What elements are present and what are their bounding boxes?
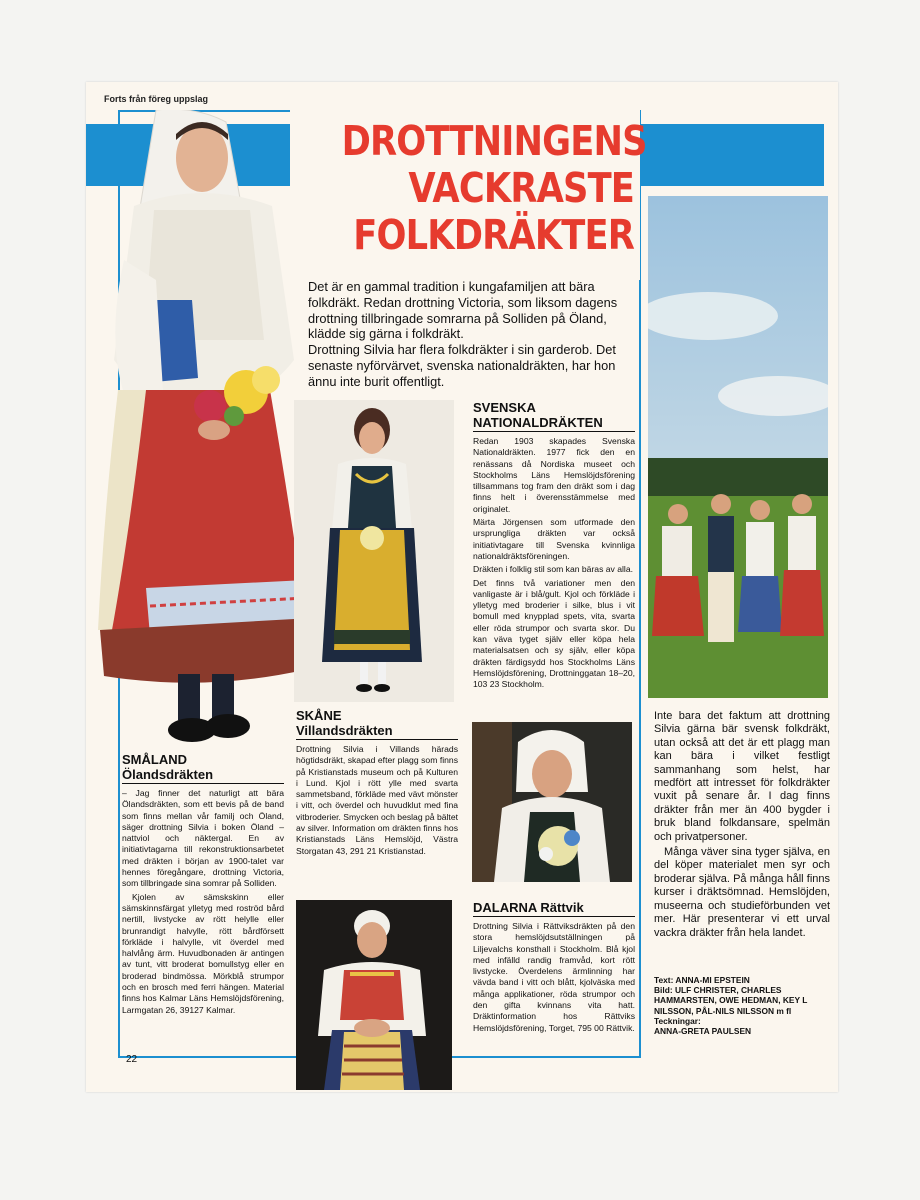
right-column-paragraph: Många väver sina tyger själva, en del köper materialet men syr och broderar själva. På många håll finns kurser i dräktsömnad. Hemslöjden, museerna och studieförbunden vet mer. Här presenterar vi ett urval vackra dräkter från hela landet. [654,846,830,939]
credit-text-label: Text: [654,975,674,985]
photo-folk-dancers [648,196,828,698]
photo-nationaldrakt [294,400,454,702]
section-skane-heading [296,708,458,740]
svenska-paragraph: Redan 1903 skapades Svenska Nationaldräkten. 1977 fick den en renässans då Nordiska museet och Stockholms Läns Hemslöjdsförening tillsammans tog fram den dräkt som i dag finns helt i överensstämmelse med originalet. [473,436,635,514]
section-skane-heading-1: SKÅNE [296,708,342,723]
section-skane-body: Drottning Silvia i Villands härads högtidsdräkt, skapad efter plagg som finns på Kristianstads museum och på Kulturen i Lund. Kjol i rött ylle med svarta sammetsband, förkläde med vävt mönster i vitt, och överdel och huvudklut med fina vitbroderier. Smycken och beslag på bältet av silver. Information om dräkten finns hos Kristianstads Läns Hemslöjd, Västra Storgatan 43, 291 21 Kristianstad. [296,744,458,856]
credit-text-row [654,975,832,985]
svenska-paragraph: Märta Jörgensen som utformade den ursprungliga dräkten var också initiativtagare till Svenska kvinnliga nationaldräktsföreningen. [473,517,635,561]
smaland-paragraph: Kjolen av sämskskinn eller sämskinnsfärgat ylletyg med roströd bård nertill, livstycke av rött helylle eller brunrandigt halvylle, rött bårdförsett förkläde i halvylle, vit överdel med halvlång ärm. Huvudbonaden är antingen av tunt, vitt broderat bomullstyg eller en broderad bindmössa. Mörkblå strumpor och en brosch med ferri hängen. Material finns hos Kalmar Läns Hemslöjdsförening, Larmgatan 26, 39127 Kalmar. [122,891,284,1015]
section-dalarna-heading: DALARNA Rättvik [473,900,635,917]
credit-bild-row [654,985,832,1016]
section-smaland-body [122,788,284,1016]
section-svenska-heading-1: SVENSKA [473,400,536,415]
continued-label: Forts från föreg uppslag [104,94,209,104]
section-smaland [122,752,284,1018]
svenska-paragraph: Det finns två variationer men den vanligaste är i blå/gult. Kjol och förkläde i ylletyg med broderier i silke, blus i vit bomull med knypplad spets, vita, svarta eller röda strumpor och svarta skor. Du kan väva tyget själv eller köpa hela materialsatsen och sy själv, eller köpa dräkten färdigsydd hos Stockholms Läns Hemslöjdsförening, Drottninggatan 18–20, 103 23 Stockholm. [473,577,635,690]
right-column-paragraph: Inte bara det faktum att drottning Silvia gärna bär svensk folkdräkt, utan också att det är ett plagg man kan bära i vilket festligt sammanhang som helst, har medfört att intresset för folkdräkter vuxit på senare år. I dag finns dräkter från mer än 400 bygder i bruk bland folkdansare, spelmän och privatpersoner. [654,710,830,843]
photo-queen-rattviksdrakt [296,900,452,1090]
page-number: 22 [126,1054,138,1065]
svenska-paragraph: Dräkten i folklig stil som kan bäras av alla. [473,564,634,575]
section-dalarna [473,900,635,1034]
headline-line-3: FOLKDRÄKTER [353,211,634,259]
section-smaland-heading [122,752,284,784]
credits [654,975,832,1036]
section-smaland-heading-1: SMÅLAND [122,752,187,767]
magazine-page [86,82,838,1092]
credit-teck-label: Teckningar: [654,1015,701,1026]
section-svenska [473,400,635,693]
credit-bild-label: Bild: [654,985,673,996]
intro-paragraph: Det är en gammal tradition i kungafamiljen att bära folkdräkt. Redan drottning Victoria, som liksom dagens drottning tillbringade somrarna på Solliden på Öland, klädde sig gärna i folkdräkt. [308,279,618,342]
intro-text [308,279,638,390]
headline-line-1: DROTTNINGENS [341,117,647,165]
intro-paragraph: Drottning Silvia har flera folkdräkter i sin garderob. Det senaste nyförvärvet, svenska nationaldräkten, har hon ännu inte burit offentligt. [308,342,616,389]
section-skane-heading-2: Villandsdräkten [296,723,393,738]
headline [341,117,647,259]
photo-queen-villandsdrakt [472,722,632,882]
section-svenska-body [473,436,635,691]
section-smaland-heading-2: Ölandsdräkten [122,767,214,782]
right-column-text [654,710,830,942]
credit-teck-value: ANNA-GRETA PAULSEN [654,1026,752,1037]
headline-line-2: VACKRASTE [408,164,634,212]
credit-bild-value: ULF CHRISTER, CHARLES HAMMARSTEN, OWE HEDMAN, KEY L NILSSON, PÅL-NILS NILSSON m fl [654,985,808,1016]
section-skane [296,708,458,857]
section-dalarna-body: Drottning Silvia i Rättviksdräkten på den stora hemslöjdsutställningen på Liljevalchs konsthall i Stockholm. Blå kjol med infälld randig framvåd, kort rött livstycke. Överdelens ärmlinning har vävda band i vitt och blått, kjolväska med många applikationer, röda strumpor och den gifta kvinnans vita hatt. Dräktinformation hos Rättviks Hemslöjdsförening, Torget, 795 00 Rättvik. [473,921,635,1033]
section-svenska-heading-2: NATIONALDRÄKTEN [473,415,603,430]
credit-text-value: ANNA-MI EPSTEIN [675,975,750,985]
smaland-paragraph: – Jag finner det naturligt att bära Ölandsdräkten, som ett bevis på de band som finns mellan vår familj och Öland, säger drottning Silvia i boken Öland – nattviol och näktergal. En av initiativtagarna till rekonstruktionsarbetet med dräkten i början av 1900-talet var hennes föregångare, drottning Victoria, som tillbringade sina somrar på Solliden. [122,788,284,889]
section-svenska-heading [473,400,635,432]
